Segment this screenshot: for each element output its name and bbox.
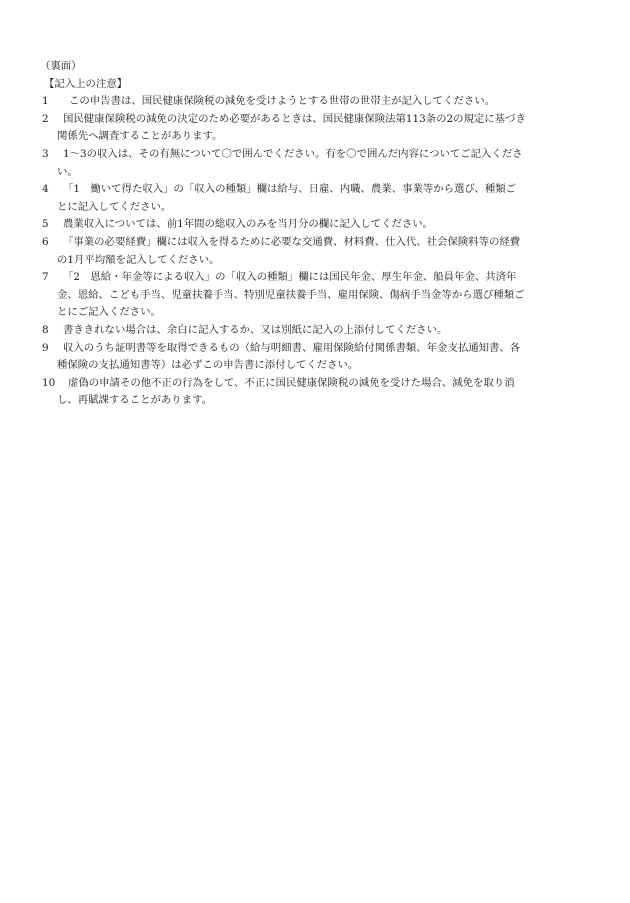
note-item-5 (40, 216, 588, 234)
note-item-8 (40, 322, 588, 340)
note-number: 6 (42, 235, 49, 248)
note-text: 「1 働いて得た収入」の「収入の種類」欄は給与、日雇、内職、農業、事業等から選び、種類ご (63, 183, 516, 196)
note-text: 農業収入については、前1年間の総収入のみを当月分の欄に記入してください。 (63, 218, 434, 231)
note-number: 8 (42, 323, 49, 336)
note-item-10 (40, 375, 588, 410)
note-item-6 (40, 234, 588, 269)
note-text: 書ききれない場合は、余白に記入するか、又は別紙に記入の上添付してください。 (63, 323, 448, 336)
note-item-9 (40, 340, 588, 375)
notes-document (40, 58, 588, 410)
note-number: 3 (42, 147, 49, 160)
note-text: 関係先へ調査することがあります。 (57, 130, 223, 143)
note-item-7 (40, 269, 588, 322)
note-number: 9 (42, 341, 49, 354)
note-text: 収入のうち証明書等を取得できるもの（給与明細書、雇用保険給付関係書類、年金支払通知書、各 (63, 341, 521, 354)
note-text: 1～3の収入は、その有無について〇で囲んでください。有を〇で囲んだ内容についてご記入くださ (63, 147, 523, 160)
note-item-1 (40, 93, 588, 111)
note-item-4 (40, 181, 588, 216)
note-text: 虚偽の申請その他不正の行為をして、不正に国民健康保険税の減免を受けた場合、減免を取り消 (68, 376, 515, 389)
note-text: この申告書は、国民健康保険税の減免を受けようとする世帯の世帯主が記入してください。 (69, 95, 496, 108)
note-text: とにご記入ください。 (57, 306, 161, 319)
note-text: 「事業の必要経費」欄には収入を得るために必要な交通費、材料費、仕入代、社会保険料等の経費 (63, 235, 521, 248)
note-number: 5 (42, 218, 49, 231)
reverse-side-label: （裏面） (40, 60, 82, 72)
note-number: 10 (42, 376, 56, 389)
note-number: 7 (42, 271, 49, 284)
note-text: 「2 恩給・年金等による収入」の「収入の種類」欄には国民年金、厚生年金、船員年金、共済年 (63, 271, 517, 284)
notes-title: 【記入上の注意】 (44, 77, 128, 90)
note-text: の1月平均額を記入してください。 (57, 253, 220, 266)
note-number: 2 (42, 112, 49, 125)
note-text: とに記入してください。 (57, 200, 172, 213)
note-number: 1 (42, 95, 49, 108)
note-text: 金、恩給、こども手当、児童扶養手当、特別児童扶養手当、雇用保険、傷病手当金等から選び種類ご (57, 288, 525, 301)
note-text: 国民健康保険税の減免の決定のため必要があるときは、国民健康保険法第113条の2の規定に基づき (63, 112, 526, 125)
note-number: 4 (42, 183, 49, 196)
note-text: し、再賦課することがあります。 (57, 394, 213, 407)
note-item-3 (40, 146, 588, 181)
note-text: い。 (57, 165, 78, 178)
note-item-2 (40, 111, 588, 146)
note-text: 種保険の支払通知書等）は必ずこの申告書に添付してください。 (57, 359, 359, 372)
